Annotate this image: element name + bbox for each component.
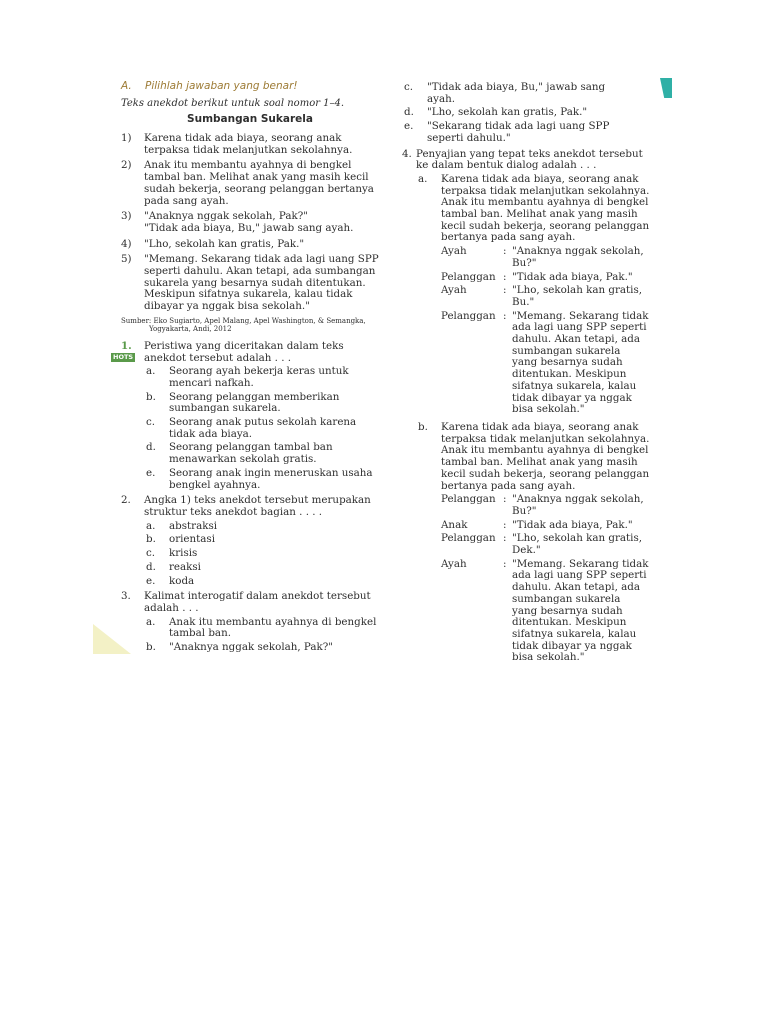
dialog-line — [441, 285, 654, 308]
dialog-line — [441, 494, 654, 517]
option-text-line: tambal ban. Melihat anak yang masih — [441, 208, 638, 221]
item-number: e. — [146, 574, 156, 587]
dialog-text-line: sumbangan sukarela — [512, 344, 621, 357]
dialog-text-line: Dek." — [512, 544, 541, 557]
question-item — [402, 149, 654, 665]
dialog-line — [441, 246, 654, 269]
section-label: A. — [121, 80, 132, 92]
question-text-line: adalah . . . — [144, 601, 199, 614]
question-4 — [402, 149, 654, 665]
item-number: c. — [146, 416, 156, 429]
item-number: a. — [146, 365, 156, 378]
question-item — [121, 495, 379, 587]
dialog-text-line: ada lagi uang SPP seperti — [512, 321, 647, 334]
option-text-line: koda — [169, 574, 195, 587]
answer-option — [144, 617, 379, 640]
option-text-line: Karena tidak ada biaya, seorang anak — [441, 172, 639, 185]
intro-text: Teks anekdot berikut untuk soal nomor 1–4. — [121, 98, 345, 109]
option-text-line: Seorang anak ingin meneruskan usaha — [169, 466, 373, 479]
dialog-speaker: Ayah — [441, 284, 467, 297]
option-text-line: "Lho, sekolah kan gratis, Pak." — [427, 106, 588, 119]
answer-option — [144, 576, 379, 588]
source-line: Sumber: Eko Sugiarto, Apel Malang, Apel Washington, & Semangka, — [121, 316, 366, 325]
item-number: a. — [146, 519, 156, 532]
option-text-line: Anak itu membantu ayahnya di bengkel — [441, 196, 649, 209]
item-number: b. — [418, 420, 428, 433]
dialog-colon: : — [503, 518, 507, 531]
source-citation — [121, 317, 379, 333]
dialog-text-line: dahulu. Akan tetapi, ada — [512, 333, 640, 346]
item-number: b. — [146, 390, 156, 403]
dialog-text-line: "Lho, sekolah kan gratis, — [512, 532, 643, 545]
item-number: c. — [146, 547, 156, 560]
story-paragraph — [121, 133, 379, 156]
item-number: 2) — [121, 159, 132, 172]
dialog-colon: : — [503, 532, 507, 545]
dialog-line — [441, 533, 654, 556]
story-line: Karena tidak ada biaya, seorang anak — [144, 132, 342, 144]
option-text-line: Seorang pelanggan memberikan — [169, 390, 340, 403]
dialog-line — [441, 272, 654, 284]
option-text-line: tidak ada biaya. — [169, 427, 253, 440]
answer-option — [402, 82, 654, 105]
item-number: 4) — [121, 237, 132, 250]
question-number: 3. — [121, 590, 131, 603]
item-number: 5) — [121, 253, 132, 266]
dialog-text-line: tidak dibayar ya nggak — [512, 391, 632, 404]
story-line: Meskipun sifatnya sukarela, kalau tidak — [144, 288, 353, 301]
dialog-text-line: bisa sekolah." — [512, 403, 585, 416]
dialog-text — [512, 246, 654, 269]
hots-badge: HOTS — [113, 352, 134, 361]
questions-left — [113, 339, 379, 654]
option-text-line: Anak itu membantu ayahnya di bengkel — [169, 615, 377, 628]
dialog-colon: : — [503, 270, 507, 283]
answer-option — [144, 468, 379, 491]
item-number: 3) — [121, 210, 132, 223]
item-number: c. — [404, 81, 414, 93]
option-text-line: ayah. — [427, 92, 455, 105]
textbook-page — [93, 64, 678, 664]
option-text-line: tambal ban. — [169, 627, 231, 640]
option-text-line: terpaksa tidak melanjutkan sekolahnya. — [441, 184, 650, 197]
option-text-line: Karena tidak ada biaya, seorang anak — [441, 420, 639, 433]
dialog-text-line: Bu?" — [512, 256, 537, 269]
answer-option — [144, 392, 379, 415]
option-text-line: abstraksi — [169, 519, 218, 532]
dialog-text-line: yang besarnya sudah — [512, 604, 623, 617]
item-number: d. — [146, 560, 156, 573]
item-number: d. — [404, 106, 414, 119]
dialog-speaker: Pelanggan — [441, 309, 496, 322]
dialog-speaker: Ayah — [441, 245, 467, 258]
option-text-line: sumbangan sukarela. — [169, 402, 281, 415]
option-text-line: menawarkan sekolah gratis. — [169, 453, 317, 466]
item-number: a. — [418, 172, 428, 185]
question-item — [121, 591, 379, 654]
option-text-line: mencari nafkah. — [169, 376, 254, 389]
dialog-text-line: dahulu. Akan tetapi, ada — [512, 581, 640, 594]
dialog-speaker: Pelanggan — [441, 532, 496, 545]
story-line: "Anaknya nggak sekolah, Pak?" — [144, 210, 309, 223]
answer-option — [402, 107, 654, 119]
item-number: b. — [146, 641, 156, 654]
dialog-colon: : — [503, 493, 507, 506]
story-paragraph — [121, 239, 379, 251]
question-number: 1. — [121, 339, 132, 352]
dialog-text-line: Bu?" — [512, 504, 537, 517]
dialog-text-line: "Tidak ada biaya, Pak." — [512, 270, 633, 283]
answer-option — [144, 417, 379, 440]
dialog-text-line: "Tidak ada biaya, Pak." — [512, 518, 633, 531]
item-number: a. — [146, 615, 156, 628]
answer-option — [402, 121, 654, 144]
dialog-text-line: ada lagi uang SPP seperti — [512, 569, 647, 582]
dialog-colon: : — [503, 309, 507, 322]
story-line: seperti dahulu. Akan tetapi, ada sumbangan — [144, 265, 376, 278]
dialog-text-line: Bu." — [512, 295, 535, 308]
dialog-text-line: "Memang. Sekarang tidak — [512, 557, 649, 570]
item-number: b. — [146, 533, 156, 546]
question-text-line: Peristiwa yang diceritakan dalam teks — [144, 339, 344, 352]
question-text-line: Penyajian yang tepat teks anekdot tersebut — [416, 147, 643, 160]
story-line: "Memang. Sekarang tidak ada lagi uang SPP — [144, 253, 379, 266]
dialog-speaker: Anak — [441, 518, 468, 531]
option-text-line: Seorang pelanggan tambal ban — [169, 441, 333, 454]
option-text-line: reaksi — [169, 560, 201, 573]
story-line: dibayar ya nggak bisa sekolah." — [144, 300, 310, 313]
question-number: 4. — [402, 147, 412, 160]
option-text-line: "Tidak ada biaya, Bu," jawab sang — [427, 81, 606, 93]
item-number: e. — [146, 466, 156, 479]
dialog-line — [441, 311, 654, 416]
section-heading — [121, 80, 379, 92]
source-line: Yogyakarta, Andi, 2012 — [149, 324, 232, 333]
dialog-text — [512, 272, 654, 284]
option-text-line: orientasi — [169, 533, 215, 546]
dialog-text-line: ditentukan. Meskipun — [512, 368, 627, 381]
dialog-text-line: tidak dibayar ya nggak — [512, 639, 632, 652]
dialog-text-line: sifatnya sukarela, kalau — [512, 627, 637, 640]
dialog-text-line: "Anaknya nggak sekolah, — [512, 245, 644, 258]
answer-option — [144, 534, 379, 546]
dialog-colon: : — [503, 557, 507, 570]
answer-option — [416, 174, 654, 416]
dialog-text — [512, 311, 654, 416]
question-text-line: ke dalam bentuk dialog adalah . . . — [416, 159, 597, 172]
option-text-line: bertanya pada sang ayah. — [441, 231, 576, 244]
dialog-speaker: Pelanggan — [441, 270, 496, 283]
question-3-options-continued — [402, 82, 654, 145]
option-text-line: Seorang anak putus sekolah karena — [169, 416, 357, 429]
option-text-line: krisis — [169, 547, 198, 560]
anecdote-text — [121, 133, 379, 313]
story-line: "Tidak ada biaya, Bu," jawab sang ayah. — [144, 221, 354, 234]
answer-option — [144, 562, 379, 574]
dialog-text-line: sumbangan sukarela — [512, 592, 621, 605]
option-text-line: bengkel ayahnya. — [169, 478, 261, 491]
dialog-text-line: "Anaknya nggak sekolah, — [512, 493, 644, 506]
option-text-line: tambal ban. Melihat anak yang masih — [441, 456, 638, 469]
dialog-speaker: Ayah — [441, 557, 467, 570]
story-line: tambal ban. Melihat anak yang masih kecil — [144, 171, 369, 184]
option-text-line: Anak itu membantu ayahnya di bengkel — [441, 444, 649, 457]
story-line: pada sang ayah. — [144, 194, 229, 207]
question-3-continued — [402, 82, 654, 145]
section-title: Pilihlah jawaban yang benar! — [145, 80, 298, 92]
answer-option — [144, 642, 379, 654]
dialog-speaker: Pelanggan — [441, 493, 496, 506]
story-line: terpaksa tidak melanjutkan sekolahnya. — [144, 143, 353, 156]
question-text-line: Kalimat interogatif dalam anekdot tersebut — [144, 590, 371, 603]
answer-option — [416, 422, 654, 664]
page-tab-marker — [660, 78, 672, 98]
question-item — [113, 339, 379, 491]
option-text-line: seperti dahulu." — [427, 131, 511, 144]
answer-option — [144, 521, 379, 533]
dialog-colon: : — [503, 284, 507, 297]
item-number: 1) — [121, 132, 132, 144]
option-text-line: Seorang ayah bekerja keras untuk — [169, 365, 349, 378]
dialog-text-line: sifatnya sukarela, kalau — [512, 379, 637, 392]
dialog-colon: : — [503, 245, 507, 258]
dialog-text — [512, 533, 654, 556]
left-column — [113, 64, 379, 658]
option-text-line: terpaksa tidak melanjutkan sekolahnya. — [441, 432, 650, 445]
story-paragraph — [121, 160, 379, 207]
answer-option — [144, 366, 379, 389]
story-paragraph — [121, 211, 379, 234]
dialog-text-line: "Memang. Sekarang tidak — [512, 309, 649, 322]
option-text-line: "Sekarang tidak ada lagi uang SPP — [427, 120, 610, 133]
dialog-text-line: yang besarnya sudah — [512, 356, 623, 369]
question-text-line: anekdot tersebut adalah . . . — [144, 351, 292, 364]
story-line: sudah bekerja, seorang pelanggan bertanya — [144, 182, 374, 195]
dialog-text — [512, 494, 654, 517]
option-text-line: kecil sudah bekerja, seorang pelanggan — [441, 467, 650, 480]
option-text-line: bertanya pada sang ayah. — [441, 479, 576, 492]
story-line: Anak itu membantu ayahnya di bengkel — [144, 159, 352, 172]
item-number: d. — [146, 441, 156, 454]
story-title: Sumbangan Sukarela — [187, 113, 313, 125]
dialog-text — [512, 520, 654, 532]
item-number: e. — [404, 120, 414, 133]
right-column — [402, 80, 654, 670]
dialog-text-line: ditentukan. Meskipun — [512, 616, 627, 629]
dialog-text — [512, 559, 654, 664]
story-paragraph — [121, 254, 379, 313]
dialog-line — [441, 520, 654, 532]
question-text-line: struktur teks anekdot bagian . . . . — [144, 505, 323, 518]
answer-option — [144, 442, 379, 465]
dialog-text-line: bisa sekolah." — [512, 651, 585, 664]
story-line: "Lho, sekolah kan gratis, Pak." — [144, 237, 305, 250]
option-text-line: "Anaknya nggak sekolah, Pak?" — [169, 641, 334, 654]
question-text-line: Angka 1) teks anekdot tersebut merupakan — [144, 494, 371, 507]
dialog-text — [512, 285, 654, 308]
story-line: sukarela yang besarnya sudah ditentukan. — [144, 276, 366, 289]
dialog-text-line: "Lho, sekolah kan gratis, — [512, 284, 643, 297]
answer-option — [144, 548, 379, 560]
dialog-line — [441, 559, 654, 664]
question-number: 2. — [121, 494, 131, 507]
option-text-line: kecil sudah bekerja, seorang pelanggan — [441, 219, 650, 232]
